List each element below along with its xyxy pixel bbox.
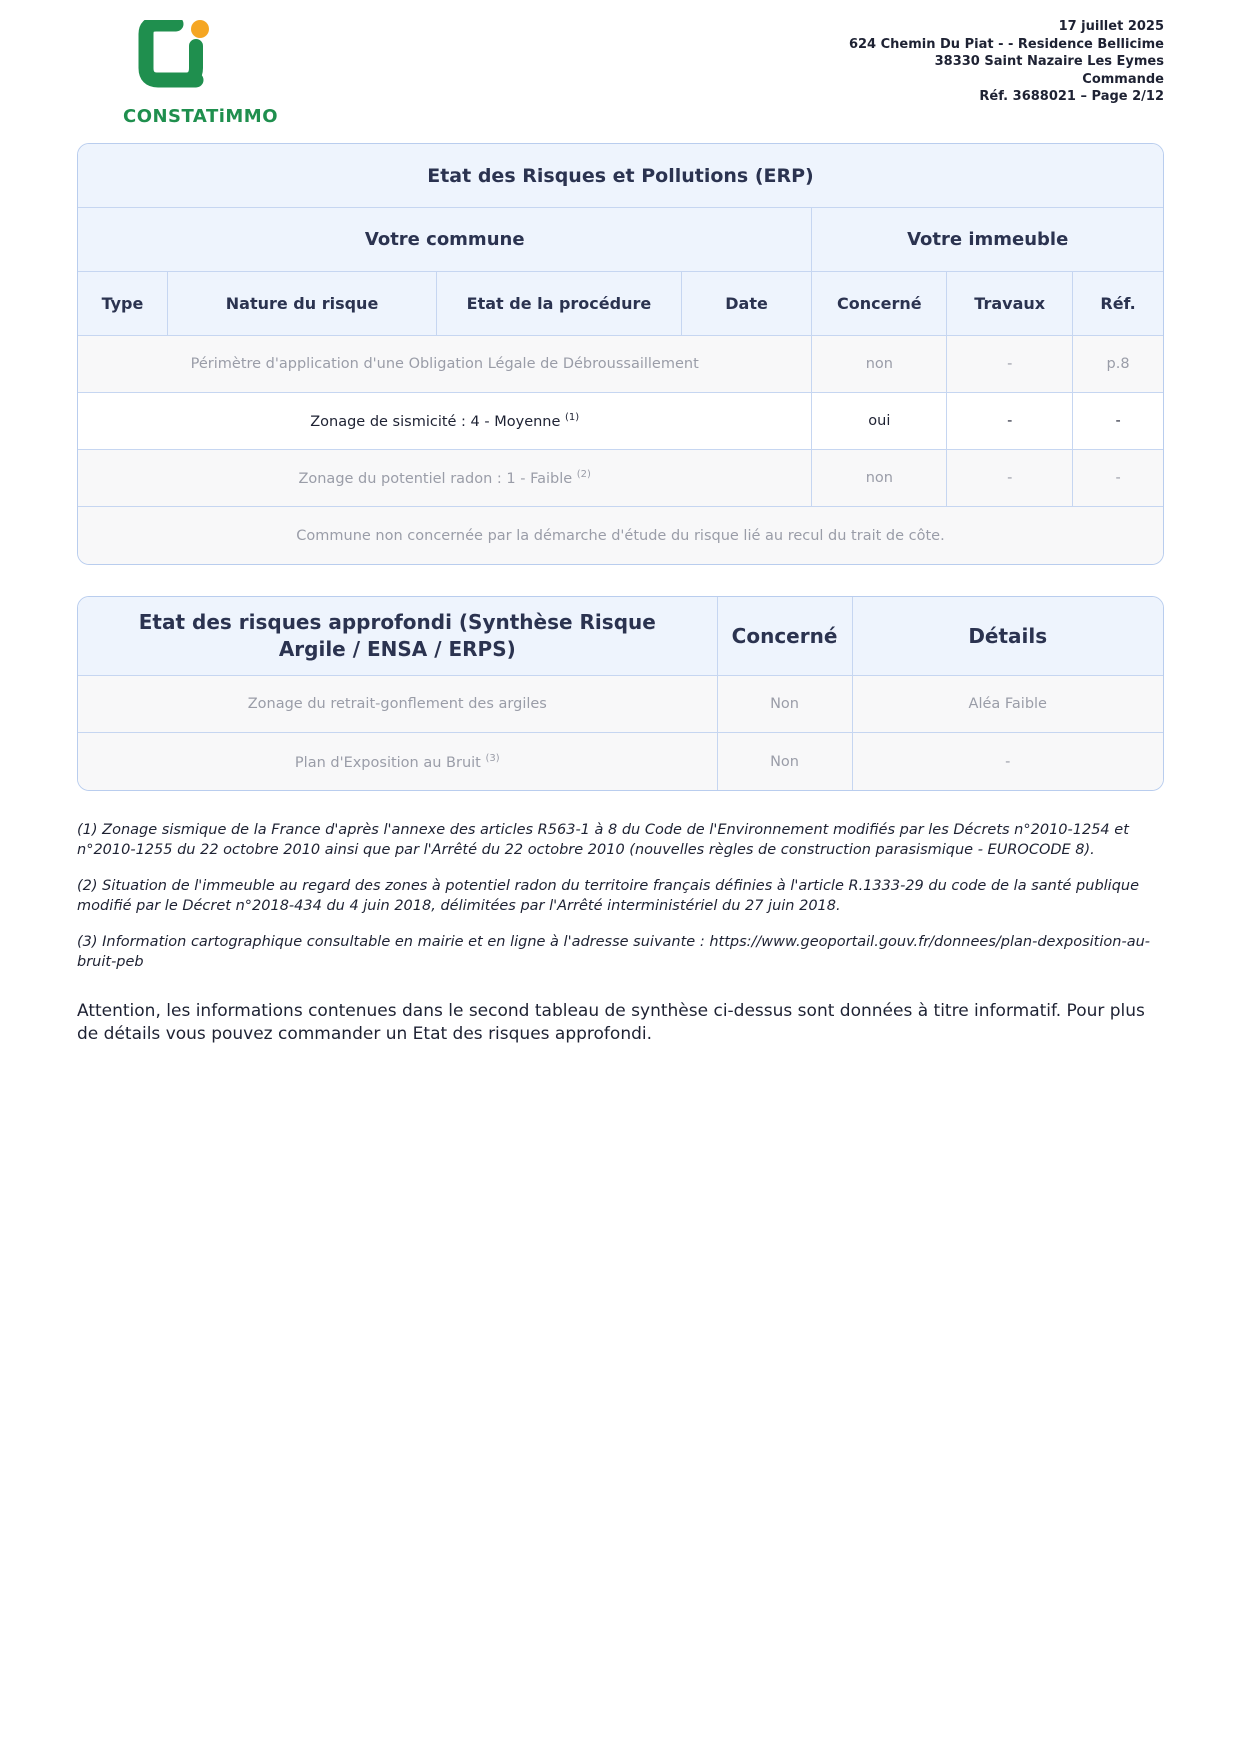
details-value: Aléa Faible bbox=[853, 676, 1163, 733]
coastline-note: Commune non concernée par la démarche d'étude du risque lié au recul du trait de côte. bbox=[296, 527, 945, 544]
document-reference: Réf. 3688021 – Page 2/12 bbox=[979, 89, 1164, 104]
column-header-concerne: Concerné bbox=[718, 597, 853, 676]
footnote-marker: (2) bbox=[576, 469, 591, 480]
ref-value: - bbox=[1073, 393, 1163, 450]
table-footer-row bbox=[78, 507, 1163, 564]
erp-table-title: Etat des Risques et Pollutions (ERP) bbox=[78, 144, 1163, 208]
risk-label: Plan d'Exposition au Bruit $^{(3)}$ bbox=[78, 733, 718, 790]
concerne-value: oui bbox=[812, 393, 947, 450]
address-line-1: 624 Chemin Du Piat - - Residence Bellicime bbox=[848, 36, 1164, 52]
logo-mark-icon bbox=[118, 20, 283, 110]
table-row bbox=[78, 733, 1163, 790]
group-header-immeuble: Votre immeuble bbox=[812, 208, 1163, 272]
column-header-procedure: Etat de la procédure bbox=[437, 272, 682, 336]
footnote-marker: (1) bbox=[565, 412, 580, 423]
travaux-value: - bbox=[947, 336, 1073, 393]
warning-text: Attention, les informations contenues dans le second tableau de synthèse ci-dessus sont données à titre informatif. Pour plus de détails vous pouvez commander un Etat des risques approfondi. bbox=[77, 1001, 1145, 1044]
column-header-ref: Réf. bbox=[1073, 272, 1163, 336]
table-row bbox=[78, 450, 1163, 507]
footnote-marker: (3) bbox=[485, 752, 500, 764]
travaux-value: - bbox=[947, 393, 1073, 450]
travaux-value: - bbox=[947, 450, 1073, 507]
table-row bbox=[78, 336, 1163, 393]
column-header-date: Date bbox=[682, 272, 813, 336]
column-header-concerne: Concerné bbox=[812, 272, 947, 336]
header-info bbox=[849, 18, 1164, 106]
constatimmo-logo bbox=[118, 20, 283, 132]
footnote-3: (3) Information cartographique consultable en mairie et en ligne à l'adresse suivante : https://www.geoportail.gouv.fr/donnees/plan-dexposition-au-bruit-peb bbox=[77, 934, 1150, 970]
concerne-value: Non bbox=[718, 733, 853, 790]
risk-label: Zonage du potentiel radon : 1 - Faible $^{(2)}$ bbox=[78, 450, 812, 507]
page-header bbox=[0, 0, 1240, 140]
group-header-commune: Votre commune bbox=[78, 208, 812, 272]
column-header-type: Type bbox=[78, 272, 168, 336]
concerne-value: non bbox=[812, 450, 947, 507]
erp-approfondi-table bbox=[77, 596, 1164, 791]
column-header-nature: Nature du risque bbox=[168, 272, 437, 336]
details-value: - bbox=[1005, 753, 1011, 770]
column-header-travaux: Travaux bbox=[947, 272, 1073, 336]
logo-text: CONSTATiMMO bbox=[122, 106, 279, 127]
column-header-details: Détails bbox=[853, 597, 1163, 676]
address-line-2: 38330 Saint Nazaire Les Eymes bbox=[934, 54, 1164, 69]
footnote-2: (2) Situation de l'immeuble au regard des zones à potentiel radon du territoire français définies à l'article R.1333-29 du code de la santé publique modifié par le Décret n°2018-434 du 4 juin 2018, délimitées par l'Arrêté interministériel du 27 juin 2018. bbox=[77, 878, 1140, 914]
concerne-value: Non bbox=[718, 676, 853, 733]
table-row bbox=[78, 676, 1163, 733]
erp-table bbox=[77, 143, 1164, 565]
footnotes bbox=[77, 820, 1167, 988]
footnote-1: (1) Zonage sismique de la France d'après l'annexe des articles R563-1 à 8 du Code de l'Environnement modifiés par les Décrets n°2010-1254 et n°2010-1255 du 22 octobre 2010 ainsi que par l'Arrêté du 22 octobre 2010 (nouvelles règles de construction parasismique - EUROCODE 8). bbox=[77, 822, 1129, 858]
risk-label: Périmètre d'application d'une Obligation Légale de Débroussaillement bbox=[78, 336, 812, 393]
concerne-value: non bbox=[812, 336, 947, 393]
table-row bbox=[78, 393, 1163, 450]
document-date: 17 juillet 2025 bbox=[1058, 19, 1164, 34]
risk-label: Zonage de sismicité : 4 - Moyenne $^{(1)}$ bbox=[78, 393, 812, 450]
approfondi-table-title: Etat des risques approfondi (Synthèse Risque Argile / ENSA / ERPS) bbox=[78, 597, 718, 676]
ref-value: p.8 bbox=[1073, 336, 1163, 393]
ref-value: - bbox=[1073, 450, 1163, 507]
risk-label: Zonage du retrait-gonflement des argiles bbox=[78, 676, 718, 733]
document-type: Commande bbox=[1082, 71, 1164, 87]
